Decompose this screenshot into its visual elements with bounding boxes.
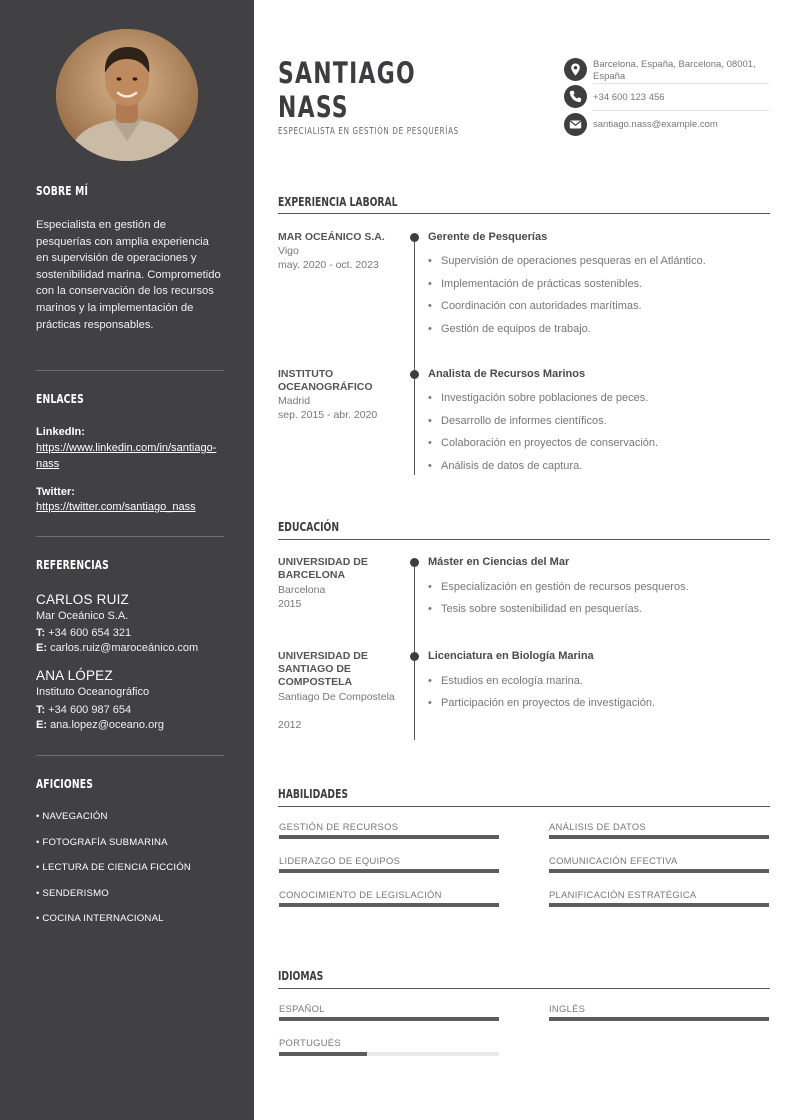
references-title: REFERENCIAS — [36, 557, 109, 572]
hobby-item: • COCINA INTERNACIONAL — [36, 913, 164, 924]
job-title: ESPECIALISTA EN GESTIÓN DE PESQUERÍAS — [278, 126, 459, 137]
skills-title: HABILIDADES — [278, 786, 349, 801]
reference-name: ANA LÓPEZ — [36, 668, 113, 683]
linkedin-label: LinkedIn: — [36, 426, 85, 438]
contact-phone: +34 600 123 456 — [593, 92, 665, 103]
experience-bullet: • Investigación sobre poblaciones de peces. — [428, 392, 648, 404]
language-bar-fill — [279, 1017, 499, 1021]
timeline-line — [414, 237, 415, 475]
timeline-dot — [410, 558, 419, 567]
language-bar — [549, 1017, 769, 1021]
experience-org: INSTITUTO OCEANOGRÁFICO — [278, 368, 373, 393]
last-name: NASS — [278, 90, 349, 124]
skill-label: LIDERAZGO DE EQUIPOS — [279, 855, 401, 866]
skill-bar — [549, 869, 769, 873]
section-divider — [278, 213, 770, 214]
skill-label: CONOCIMIENTO DE LEGISLACIÓN — [279, 889, 442, 900]
education-bullet: • Especialización en gestión de recursos pesqueros. — [428, 581, 689, 593]
experience-bullet: • Gestión de equipos de trabajo. — [428, 323, 591, 335]
education-bullet: • Estudios en ecología marina. — [428, 675, 583, 687]
links-title: ENLACES — [36, 391, 84, 406]
reference-name: CARLOS RUIZ — [36, 592, 129, 607]
skill-bar-fill — [549, 903, 769, 907]
reference-company: Mar Oceánico S.A. — [36, 610, 129, 622]
skill-bar — [279, 903, 499, 907]
map-pin-icon — [564, 58, 587, 81]
hobbies-title: AFICIONES — [36, 776, 94, 791]
experience-dates: may. 2020 - oct. 2023 — [278, 259, 379, 271]
language-bar — [279, 1017, 499, 1021]
about-title: SOBRE MÍ — [36, 183, 89, 198]
skill-label: GESTIÓN DE RECURSOS — [279, 821, 399, 832]
education-dates: 2015 — [278, 598, 302, 610]
first-name: SANTIAGO — [278, 56, 416, 90]
language-label: INGLÉS — [549, 1003, 586, 1014]
skill-bar-fill — [549, 869, 769, 873]
language-label: PORTUGUÉS — [279, 1037, 341, 1048]
skill-bar-fill — [279, 869, 499, 873]
reference-email-value: carlos.ruiz@maroceánico.com — [50, 642, 199, 654]
hobby-item: • SENDERISMO — [36, 888, 109, 899]
linkedin-link[interactable]: https://www.linkedin.com/in/santiago-nass — [36, 442, 217, 470]
experience-title: EXPERIENCIA LABORAL — [278, 194, 398, 209]
envelope-icon — [564, 113, 587, 136]
profile-photo — [56, 29, 198, 161]
education-org: UNIVERSIDAD DE SANTIAGO DE COMPOSTELA — [278, 650, 368, 688]
education-degree: Licenciatura en Biología Marina — [428, 650, 594, 662]
phone-icon — [564, 85, 587, 108]
contact-address: Barcelona, España, Barcelona, 08001, España — [593, 59, 756, 82]
experience-location: Vigo — [278, 245, 299, 257]
reference-email — [36, 719, 164, 731]
skill-bar — [549, 903, 769, 907]
education-dates: 2012 — [278, 719, 302, 731]
experience-location: Madrid — [278, 395, 311, 407]
section-divider — [278, 806, 770, 807]
skill-bar — [279, 835, 499, 839]
contact-email: santiago.nass@example.com — [593, 119, 718, 130]
experience-bullet: • Coordinación con autoridades marítimas. — [428, 300, 642, 312]
education-location: Santiago De Compostela — [278, 691, 395, 703]
experience-bullet: • Colaboración en proyectos de conservación. — [428, 437, 658, 449]
education-org: UNIVERSIDAD DE BARCELONA — [278, 556, 368, 581]
section-divider — [278, 988, 770, 989]
section-divider — [278, 539, 770, 540]
reference-email-value: ana.lopez@oceano.org — [50, 719, 164, 731]
languages-title: IDIOMAS — [278, 968, 324, 983]
language-label: ESPAÑOL — [279, 1003, 325, 1014]
skill-bar-fill — [279, 903, 499, 907]
sidebar-divider — [36, 370, 224, 371]
language-bar-fill — [279, 1052, 367, 1056]
skill-bar — [279, 869, 499, 873]
email-label: E: — [36, 719, 47, 731]
language-bar-fill — [549, 1017, 769, 1021]
experience-org: MAR OCEÁNICO S.A. — [278, 231, 385, 243]
timeline-line — [414, 562, 415, 740]
education-bullet: • Participación en proyectos de investigación. — [428, 697, 655, 709]
education-title: EDUCACIÓN — [278, 519, 340, 534]
reference-company: Instituto Oceanográfico — [36, 686, 150, 698]
reference-phone-value: +34 600 654 321 — [48, 627, 132, 639]
skill-label: COMUNICACIÓN EFECTIVA — [549, 855, 678, 866]
reference-email — [36, 642, 198, 654]
experience-bullet: • Implementación de prácticas sostenibles. — [428, 278, 642, 290]
timeline-dot — [410, 652, 419, 661]
timeline-dot — [410, 370, 419, 379]
reference-phone — [36, 627, 131, 639]
phone-label: T: — [36, 704, 46, 716]
phone-label: T: — [36, 627, 46, 639]
sidebar — [0, 0, 254, 1120]
reference-phone-value: +34 600 987 654 — [48, 704, 132, 716]
experience-role: Gerente de Pesquerías — [428, 231, 548, 243]
experience-bullet: • Desarrollo de informes científicos. — [428, 415, 607, 427]
skill-bar-fill — [549, 835, 769, 839]
sidebar-divider — [36, 536, 224, 537]
hobby-item: • NAVEGACIÓN — [36, 811, 108, 822]
education-degree: Máster en Ciencias del Mar — [428, 556, 570, 568]
contact-divider — [593, 110, 769, 111]
reference-phone — [36, 704, 131, 716]
contact-divider — [593, 83, 769, 84]
experience-dates: sep. 2015 - abr. 2020 — [278, 409, 378, 421]
twitter-label: Twitter: — [36, 486, 75, 498]
timeline-dot — [410, 233, 419, 242]
about-text: Especialista en gestión de pesquerías con amplia experiencia en supervisión de operaciones y sostenibilidad marina. Comprometido con la conservación de los recursos marinos y la implementación de prácticas responsables. — [36, 219, 221, 331]
experience-role: Analista de Recursos Marinos — [428, 368, 586, 380]
skill-bar-fill — [279, 835, 499, 839]
skill-label: ANÁLISIS DE DATOS — [549, 821, 646, 832]
education-bullet: • Tesis sobre sostenibilidad en pesquerías. — [428, 603, 642, 615]
language-bar — [279, 1052, 499, 1056]
email-label: E: — [36, 642, 47, 654]
hobby-item: • LECTURA DE CIENCIA FICCIÓN — [36, 862, 192, 873]
experience-bullet: • Análisis de datos de captura. — [428, 460, 582, 472]
skill-label: PLANIFICACIÓN ESTRATÉGICA — [549, 889, 697, 900]
hobby-item: • FOTOGRAFÍA SUBMARINA — [36, 837, 168, 848]
twitter-link[interactable]: https://twitter.com/santiago_nass — [36, 501, 196, 513]
education-location: Barcelona — [278, 584, 326, 596]
skill-bar — [549, 835, 769, 839]
profile-photo-illustration — [56, 29, 198, 161]
sidebar-divider — [36, 755, 224, 756]
experience-bullet: • Supervisión de operaciones pesqueras en el Atlántico. — [428, 255, 706, 267]
